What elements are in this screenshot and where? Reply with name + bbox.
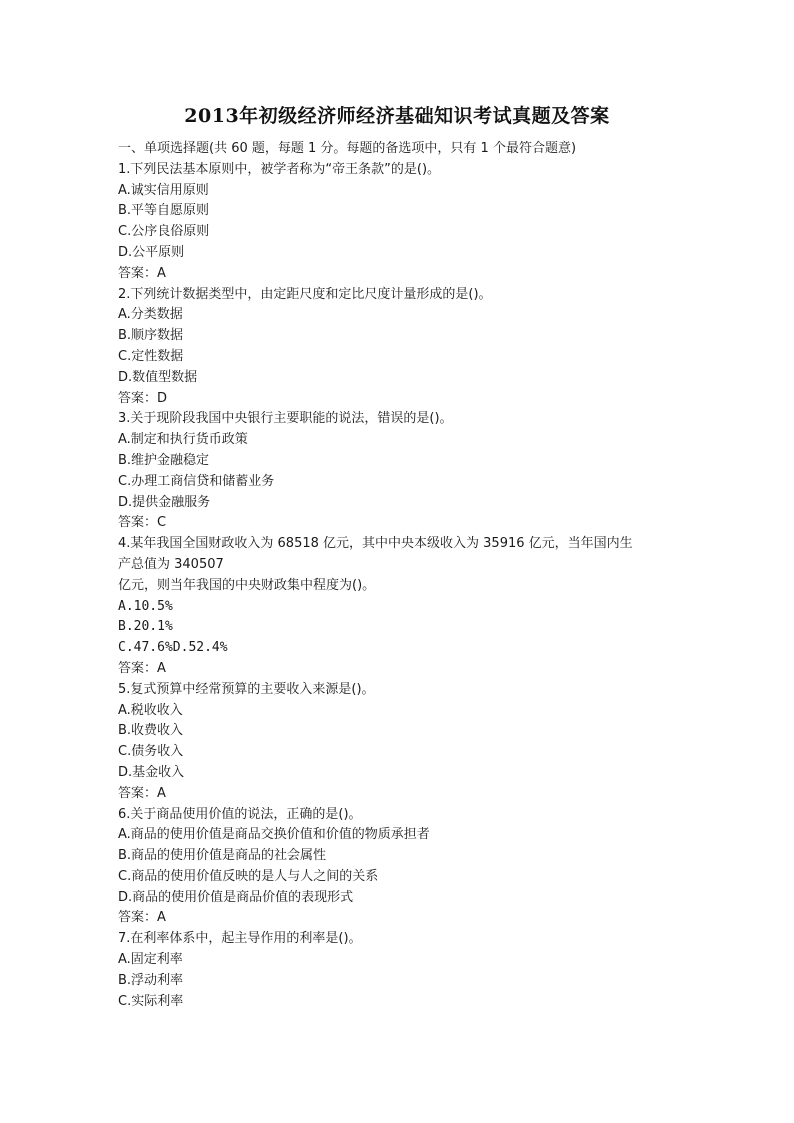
section-heading: 一、单项选择题(共 60 题，每题 1 分。每题的备选项中，只有 1 个最符合题意)	[118, 141, 577, 156]
question-stem: 7.在利率体系中，起主导作用的利率是()。	[118, 931, 362, 947]
answer-key: 答案：A	[118, 265, 166, 281]
answer-option: C.47.6%D.52.4%	[118, 640, 228, 656]
answer-option: C.商品的使用价值反映的是人与人之间的关系	[118, 868, 379, 884]
answer-option: B.平等自愿原则	[118, 203, 210, 219]
answer-option: D.提供金融服务	[118, 494, 211, 510]
answer-option: A.固定利率	[118, 952, 183, 968]
answer-option: A.税收收入	[118, 702, 183, 718]
answer-option: C.债务收入	[118, 744, 184, 760]
question-stem: 1.下列民法基本原则中，被学者称为“帝王条款”的是()。	[118, 161, 441, 177]
answer-key: 答案：A	[118, 910, 166, 926]
question-stem: 5.复式预算中经常预算的主要收入来源是()。	[118, 681, 375, 697]
answer-key: 答案：C	[118, 515, 167, 531]
document-title: 2013年初级经济师经济基础知识考试真题及答案	[184, 105, 610, 127]
answer-option: B.顺序数据	[118, 328, 184, 344]
answer-option: D.公平原则	[118, 244, 185, 260]
answer-option: A.分类数据	[118, 307, 183, 323]
answer-key: 答案：D	[118, 390, 168, 406]
answer-option: A.诚实信用原则	[118, 182, 209, 198]
answer-option: B.商品的使用价值是商品的社会属性	[118, 848, 327, 864]
answer-option: C.公序良俗原则	[118, 224, 210, 240]
question-stem: 3.关于现阶段我国中央银行主要职能的说法，错误的是()。	[118, 411, 453, 427]
answer-key: 答案：A	[118, 785, 166, 801]
question-stem: 产总值为 340507	[118, 556, 224, 572]
question-stem: 4.某年我国全国财政收入为 68518 亿元，其中中央本级收入为 35916 亿元，当年国内生	[118, 536, 633, 552]
answer-option: B.维护金融稳定	[118, 452, 210, 468]
answer-option: B.收费收入	[118, 723, 184, 739]
question-stem: 6.关于商品使用价值的说法，正确的是()。	[118, 806, 362, 822]
answer-option: D.商品的使用价值是商品价值的表现形式	[118, 889, 354, 905]
answer-option: B.浮动利率	[118, 972, 184, 988]
answer-option: A.商品的使用价值是商品交换价值和价值的物质承担者	[118, 827, 430, 843]
question-stem: 亿元，则当年我国的中央财政集中程度为()。	[118, 577, 376, 593]
answer-option: D.数值型数据	[118, 369, 198, 385]
question-stem: 2.下列统计数据类型中，由定距尺度和定比尺度计量形成的是()。	[118, 286, 492, 302]
answer-option: A.10.5%	[118, 598, 173, 614]
answer-option: C.实际利率	[118, 993, 184, 1009]
answer-option: C.定性数据	[118, 348, 184, 364]
document-body	[118, 139, 708, 1012]
answer-option: B.20.1%	[118, 619, 173, 635]
answer-option: D.基金收入	[118, 764, 185, 780]
answer-option: A.制定和执行货币政策	[118, 432, 248, 448]
answer-option: C.办理工商信贷和储蓄业务	[118, 473, 275, 489]
answer-key: 答案：A	[118, 660, 166, 676]
